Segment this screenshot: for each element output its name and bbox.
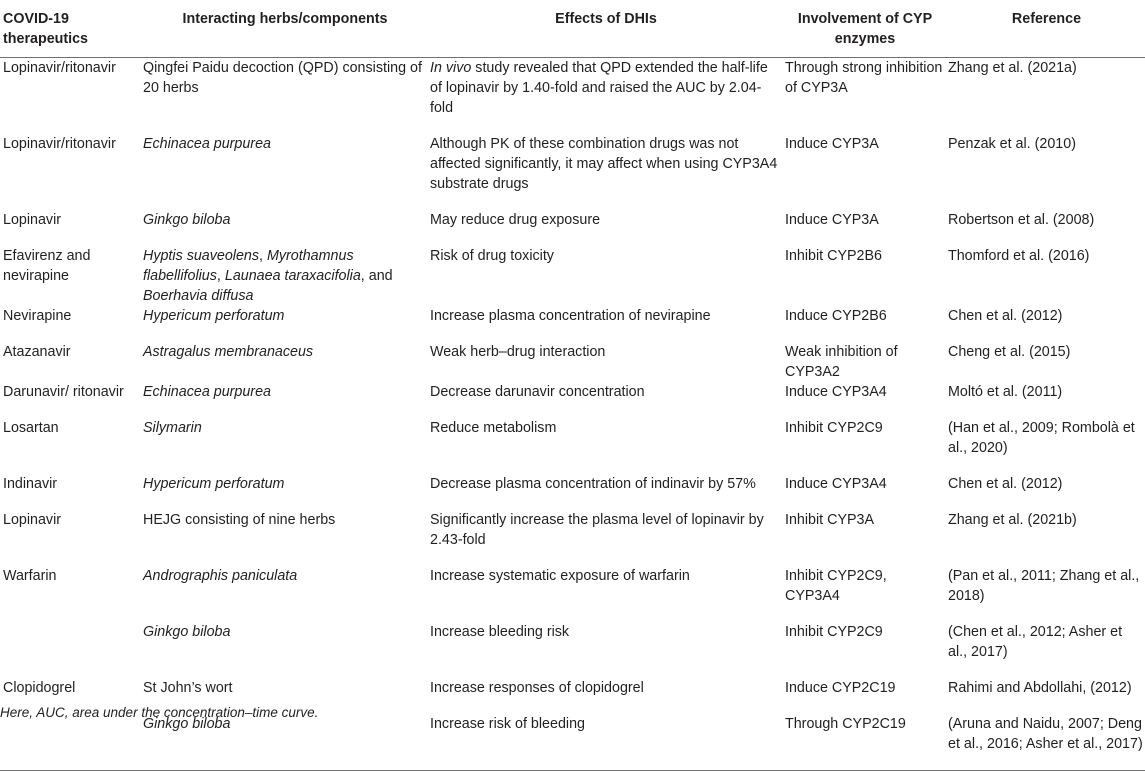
table-footnote: Here, AUC, area under the concentration–time curve. [0,705,319,720]
cell-reference: (Han et al., 2009; Rombolà et al., 2020) [948,420,1135,456]
table-row [0,118,1145,194]
table-row [0,326,1145,382]
cell-herbs [140,606,427,662]
cell-effects-text: Risk of drug toxicity [430,248,554,264]
cell-effects [427,326,782,382]
header-cyp: Involvement of CYP enzymes [782,0,945,58]
cell-herbs [140,194,427,230]
table-header [0,0,1145,58]
cell-therapeutics: Lopinavir [3,512,62,528]
cell-effects [427,494,782,550]
header-herbs: Interacting herbs/components [140,0,427,58]
cell-effects-text: In vivo [430,60,472,76]
table-row [0,382,1145,402]
table-row [0,458,1145,494]
cell-reference: Zhang et al. (2021a) [948,60,1077,76]
cell-effects [427,458,782,494]
cell-herbs [140,458,427,494]
cell-herbs-text: Andrographis paniculata [143,568,298,584]
cell-herbs [140,118,427,194]
cell-cyp: Induce CYP3A [785,136,879,152]
cell-herbs-text: Hypericum perforatum [143,308,285,324]
cell-reference: Chen et al. (2012) [948,308,1063,324]
table-row [0,194,1145,230]
cell-therapeutics: Darunavir/ ritonavir [3,384,124,400]
cell-effects-text: Increase responses of clopidogrel [430,680,644,696]
table-row [0,230,1145,306]
cell-herbs-text: , and [360,268,393,284]
cell-reference: Penzak et al. (2010) [948,136,1076,152]
cell-effects [427,230,782,306]
cell-effects [427,606,782,662]
cell-herbs [140,326,427,382]
cell-therapeutics: Indinavir [3,476,58,492]
cell-reference: (Pan et al., 2011; Zhang et al., 2018) [948,568,1140,604]
cell-therapeutics: Atazanavir [3,344,71,360]
cell-herbs-text: HEJG consisting of nine herbs [143,512,336,528]
cell-effects-text: Increase bleeding risk [430,624,570,640]
cell-effects [427,550,782,606]
cell-reference: (Chen et al., 2012; Asher et al., 2017) [948,624,1123,660]
cell-effects-text: Increase systematic exposure of warfarin [430,568,690,584]
cell-effects [427,698,782,771]
cell-effects [427,194,782,230]
cell-effects-text: Reduce metabolism [430,420,557,436]
cell-effects-text: Increase risk of bleeding [430,716,585,732]
cell-herbs-text: Qingfei Paidu decoction (QPD) consisting of 20 herbs [143,60,422,96]
cell-reference: (Aruna and Naidu, 2007; Deng et al., 2016; Asher et al., 2017) [945,698,1145,771]
cell-herbs-text: Myrothamnus flabellifolius [143,248,354,284]
cell-cyp: Inhibit CYP2C9 [785,624,883,640]
cell-cyp: Inhibit CYP2C9 [785,420,883,436]
cell-effects [427,306,782,326]
table-row [0,58,1145,119]
cell-herbs [140,550,427,606]
cell-herbs [140,494,427,550]
cell-cyp: Inhibit CYP2C9, CYP3A4 [785,568,887,604]
header-therapeutics: COVID-19 therapeutics [0,0,140,58]
cell-effects-text: May reduce drug exposure [430,212,601,228]
cell-therapeutics: Lopinavir/ritonavir [3,136,116,152]
cell-reference: Rahimi and Abdollahi, (2012) [948,680,1132,696]
cell-herbs-text: Hyptis suaveolens [143,248,260,264]
table-row [0,550,1145,606]
header-reference: Reference [945,0,1145,58]
table-row [0,306,1145,326]
cell-therapeutics: Losartan [3,420,59,436]
cell-herbs-text: Ginkgo biloba [143,212,231,228]
cell-cyp: Induce CYP2C19 [785,680,896,696]
cell-herbs [140,402,427,458]
cell-cyp: Inhibit CYP3A [785,512,875,528]
table-row [0,662,1145,698]
cell-reference: Moltó et al. (2011) [948,384,1063,400]
cell-herbs-text: , [259,248,267,264]
cell-therapeutics: Nevirapine [3,308,72,324]
header-row [0,0,1145,58]
cell-effects-text: Decrease darunavir concentration [430,384,645,400]
cell-effects-text: Weak herb–drug interaction [430,344,606,360]
cell-herbs-text: Echinacea purpurea [143,384,271,400]
cell-herbs-text: Ginkgo biloba [143,624,231,640]
cell-herbs [140,382,427,402]
table-body [0,58,1145,771]
cell-therapeutics [0,606,140,662]
cell-herbs-text: St John’s wort [143,680,233,696]
cell-effects-text: Decrease plasma concentration of indinavir by 57% [430,476,756,492]
cell-reference: Robertson et al. (2008) [948,212,1095,228]
cell-effects-text: Increase plasma concentration of nevirapine [430,308,711,324]
cell-effects [427,58,782,119]
cell-reference: Thomford et al. (2016) [948,248,1090,264]
cell-effects [427,662,782,698]
cell-herbs-text: Silymarin [143,420,202,436]
header-effects: Effects of DHIs [427,0,782,58]
cell-herbs-text: Astragalus membranaceus [143,344,314,360]
cell-cyp: Inhibit CYP2B6 [785,248,882,264]
cell-herbs-text: Ginkgo biloba [143,716,231,732]
cell-therapeutics: Warfarin [3,568,57,584]
cell-reference: Chen et al. (2012) [948,476,1063,492]
cell-herbs-text: , [216,268,225,284]
cell-therapeutics: Lopinavir/ritonavir [3,60,116,76]
cell-effects [427,118,782,194]
cell-effects-text: Significantly increase the plasma level of lopinavir by 2.43-fold [430,512,764,548]
cell-herbs-text: Echinacea purpurea [143,136,271,152]
cell-herbs-text: Boerhavia diffusa [143,288,254,304]
table-row [0,402,1145,458]
cell-effects [427,402,782,458]
cell-herbs [140,662,427,698]
table-row [0,606,1145,662]
cell-effects-text: study revealed that QPD extended the half-life of lopinavir by 1.40-fold and raised the AUC by 2.04-fold [430,60,768,116]
table-row [0,494,1145,550]
cell-effects-text: Although PK of these combination drugs was not affected significantly, it may affect when using CYP3A4 substrate drugs [430,136,778,192]
cell-herbs [140,58,427,119]
cell-cyp: Through CYP2C19 [782,698,945,771]
cell-herbs-text: Hypericum perforatum [143,476,285,492]
cell-cyp: Induce CYP3A4 [785,476,887,492]
cell-herbs [140,230,427,306]
cell-therapeutics: Clopidogrel [3,680,76,696]
cell-cyp: Induce CYP2B6 [785,308,887,324]
cell-therapeutics: Lopinavir [3,212,62,228]
cell-cyp: Induce CYP3A4 [785,384,887,400]
cell-therapeutics: Efavirenz and nevirapine [3,248,91,284]
cell-herbs-text: Launaea taraxacifolia [224,268,361,284]
cell-reference: Zhang et al. (2021b) [948,512,1077,528]
cell-effects [427,382,782,402]
cell-reference: Cheng et al. (2015) [948,344,1071,360]
cell-cyp: Through strong inhibition of CYP3A [785,60,943,96]
cell-cyp: Induce CYP3A [785,212,879,228]
cell-herbs [140,306,427,326]
cell-cyp: Weak inhibition of CYP3A2 [785,344,898,380]
